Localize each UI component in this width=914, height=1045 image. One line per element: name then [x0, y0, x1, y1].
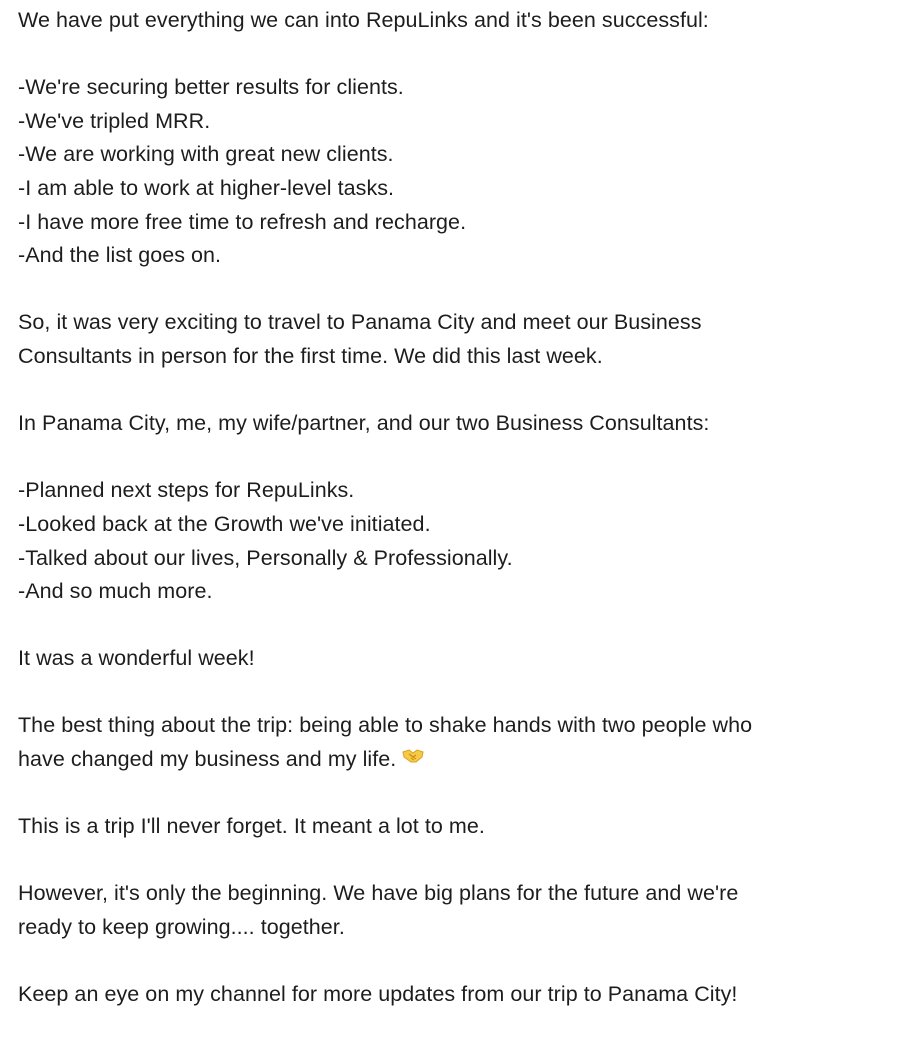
future-paragraph: [18, 877, 898, 944]
travel-text-line: Consultants in person for the first time. We did this last week.: [18, 343, 603, 368]
activities-list: [18, 474, 898, 608]
never-forget-text: This is a trip I'll never forget. It meant a lot to me.: [18, 814, 485, 839]
never-forget-paragraph: [18, 810, 898, 844]
list-item: -We've tripled MRR.: [18, 108, 211, 133]
travel-paragraph: [18, 306, 898, 373]
keep-eye-text: Keep an eye on my channel for more updates from our trip to Panama City!: [18, 982, 738, 1007]
best-thing-line-2: [18, 743, 898, 777]
list-item: -We are working with great new clients.: [18, 142, 394, 167]
list-item: -We're securing better results for clients.: [18, 75, 404, 100]
intro-text: We have put everything we can into RepuLinks and it's been successful:: [18, 8, 709, 32]
best-thing-paragraph: [18, 709, 898, 776]
list-item: -And the list goes on.: [18, 243, 222, 268]
wonderful-text: It was a wonderful week!: [18, 646, 255, 671]
intro-paragraph: [18, 4, 898, 38]
keep-eye-paragraph: [18, 978, 898, 1012]
list-item: -Planned next steps for RepuLinks.: [18, 478, 355, 503]
post-body: [18, 4, 898, 1045]
future-text-line: ready to keep growing.... together.: [18, 915, 345, 940]
list-item: -Talked about our lives, Personally & Professionally.: [18, 545, 513, 570]
wonderful-paragraph: [18, 642, 898, 676]
list-item: -Looked back at the Growth we've initiated.: [18, 511, 431, 536]
best-thing-line: The best thing about the trip: being able to shake hands with two people who: [18, 713, 753, 738]
panama-intro-text: In Panama City, me, my wife/partner, and our two Business Consultants:: [18, 411, 710, 436]
list-item: -I am able to work at higher-level tasks.: [18, 175, 395, 200]
travel-text-line: So, it was very exciting to travel to Panama City and meet our Business: [18, 310, 702, 335]
handshake-icon: [402, 741, 424, 775]
best-thing-text: have changed my business and my life.: [18, 747, 397, 772]
results-list: [18, 71, 898, 273]
panama-intro-paragraph: [18, 407, 898, 441]
list-item: -And so much more.: [18, 579, 213, 604]
future-text-line: However, it's only the beginning. We have big plans for the future and we're: [18, 881, 739, 906]
list-item: -I have more free time to refresh and recharge.: [18, 209, 467, 234]
